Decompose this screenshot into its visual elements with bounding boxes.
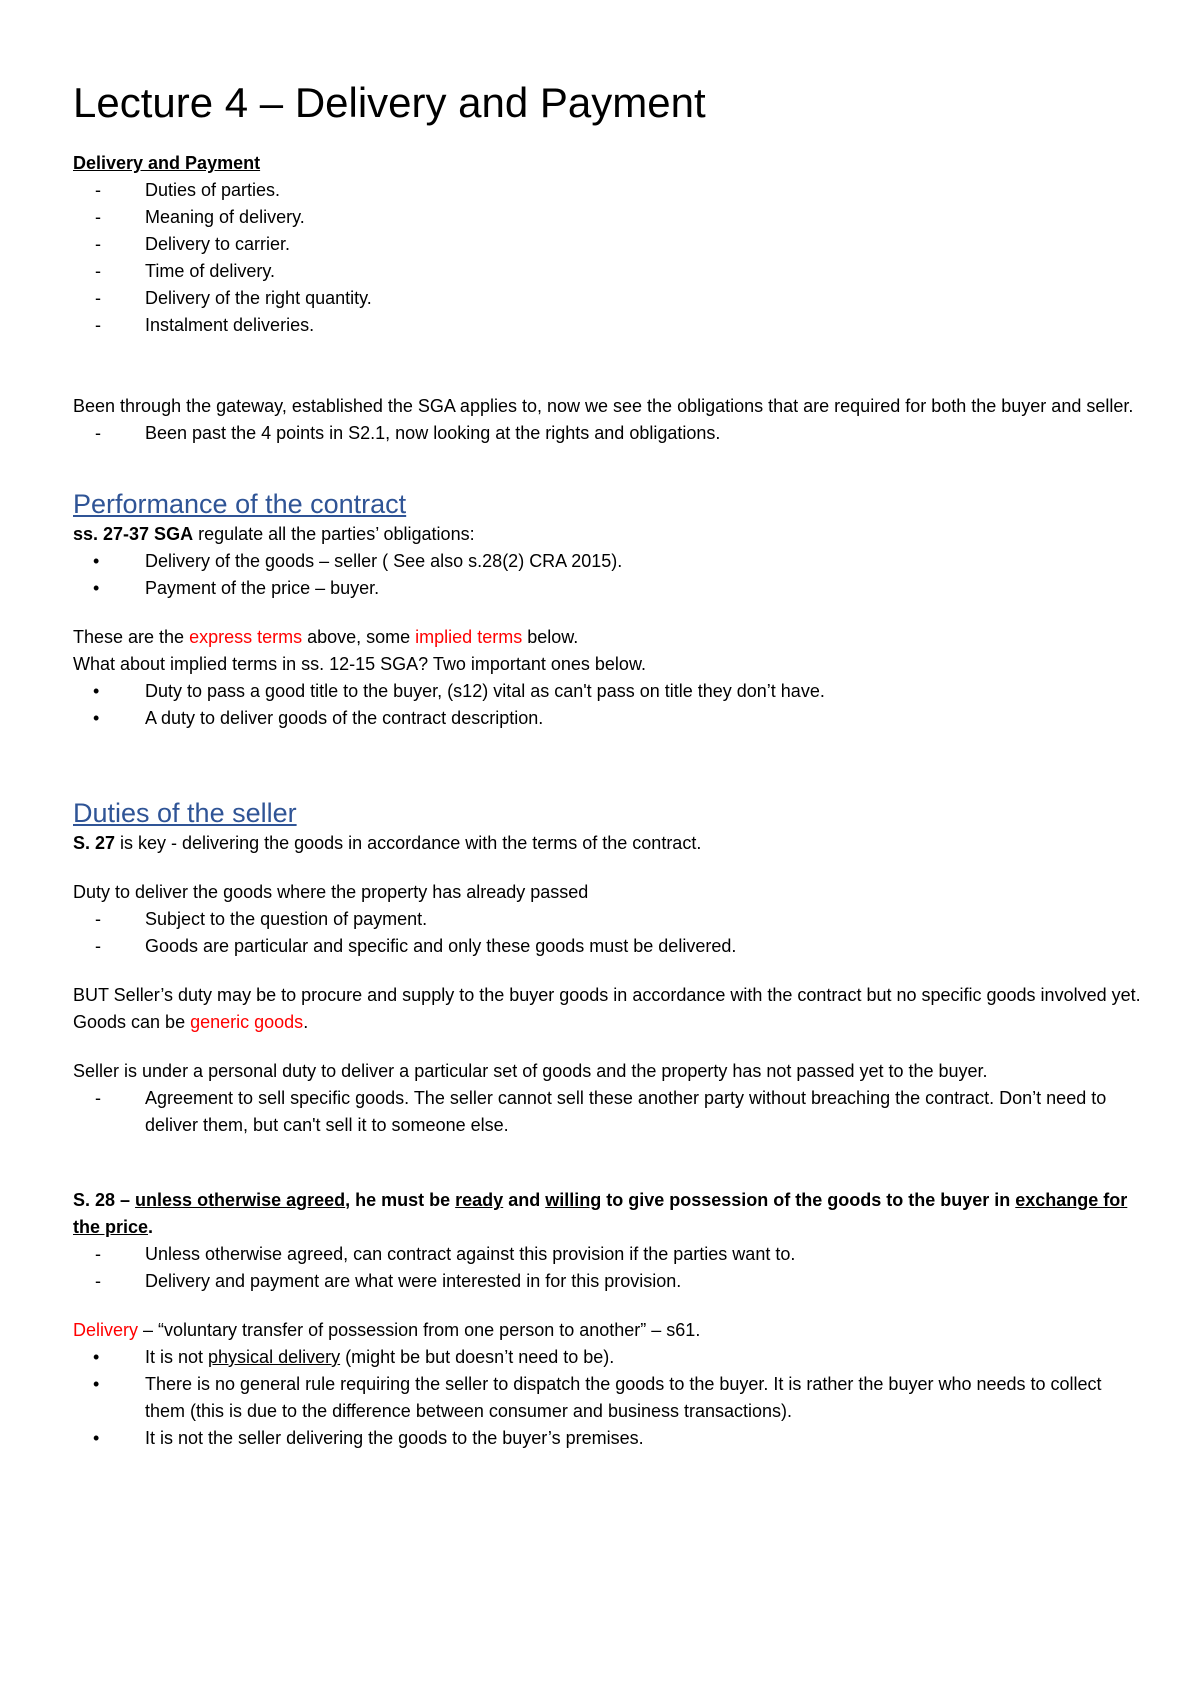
- paragraph-but-seller: BUT Seller’s duty may be to procure and supply to the buyer goods in accordance with the contract but no specific goods involved yet. Goods can be generic goods.: [73, 985, 1141, 1032]
- paragraph-duty-deliver: Duty to deliver the goods where the property has already passed: [73, 882, 589, 902]
- paragraph-s28: S. 28 – unless otherwise agreed, he must be ready and willing to give possession of the goods to the buyer in exchange for the price.: [73, 1190, 1128, 1237]
- section-heading-performance: Performance of the contract: [73, 489, 407, 519]
- bullet-marker: •: [93, 551, 100, 571]
- list-item: - Delivery to carrier.: [73, 231, 1143, 258]
- bullet-marker: •: [93, 1374, 100, 1394]
- paragraph-implied-terms: What about implied terms in ss. 12-15 SGA? Two important ones below.: [73, 654, 646, 674]
- delivery-bullets: [73, 1344, 1143, 1452]
- dash-marker: -: [95, 261, 101, 281]
- dash-marker: -: [95, 1088, 101, 1108]
- list-item: • A duty to deliver goods of the contract description.: [73, 705, 1143, 732]
- list-item: - Delivery of the right quantity.: [73, 285, 1143, 312]
- paragraph-personal-duty: Seller is under a personal duty to deliver a particular set of goods and the property has not passed yet to the buyer.: [73, 1061, 988, 1081]
- bullet-marker: •: [93, 1347, 100, 1367]
- s28-list: [73, 1241, 1143, 1295]
- implied-bullets: [73, 678, 1143, 732]
- dash-marker: -: [95, 288, 101, 308]
- list-item: - Been past the 4 points in S2.1, now looking at the rights and obligations.: [73, 420, 1143, 447]
- paragraph-delivery-definition: Delivery – “voluntary transfer of possession from one person to another” – s61.: [73, 1320, 701, 1340]
- dash-marker: -: [95, 423, 101, 443]
- paragraph-gateway: Been through the gateway, established the SGA applies to, now we see the obligations that are required for both the buyer and seller.: [73, 396, 1134, 416]
- document-content: [73, 76, 1143, 1452]
- bullet-marker: •: [93, 708, 100, 728]
- dash-marker: -: [95, 1244, 101, 1264]
- section-heading-duties-seller: Duties of the seller: [73, 798, 297, 828]
- list-item: - Unless otherwise agreed, can contract against this provision if the parties want to.: [73, 1241, 1143, 1268]
- list-item: - Delivery and payment are what were interested in for this provision.: [73, 1268, 1143, 1295]
- dash-marker: -: [95, 180, 101, 200]
- list-item: • There is no general rule requiring the seller to dispatch the goods to the buyer. It is rather the buyer who needs to collect them (this is due to the difference between consumer and business transactions).: [73, 1371, 1143, 1425]
- bullet-marker: •: [93, 1428, 100, 1448]
- list-item: - Duties of parties.: [73, 177, 1143, 204]
- paragraph-express-implied: These are the express terms above, some implied terms below.: [73, 627, 579, 647]
- personal-list: [73, 1085, 1143, 1139]
- section-heading-delivery-payment: Delivery and Payment: [73, 153, 261, 173]
- performance-bullets: [73, 548, 1143, 602]
- page-title: Lecture 4 – Delivery and Payment: [73, 79, 706, 126]
- list-item: - Agreement to sell specific goods. The seller cannot sell these another party without breaching the contract. Don’t need to deliver them, but can't sell it to someone else.: [73, 1085, 1143, 1139]
- dash-marker: -: [95, 936, 101, 956]
- dash-marker: -: [95, 1271, 101, 1291]
- list-item: • Payment of the price – buyer.: [73, 575, 1143, 602]
- list-item: - Time of delivery.: [73, 258, 1143, 285]
- list-item: • It is not the seller delivering the goods to the buyer’s premises.: [73, 1425, 1143, 1452]
- list-item: - Subject to the question of payment.: [73, 906, 1143, 933]
- dash-marker: -: [95, 315, 101, 335]
- list-item: • Delivery of the goods – seller ( See also s.28(2) CRA 2015).: [73, 548, 1143, 575]
- list-item: - Meaning of delivery.: [73, 204, 1143, 231]
- dash-marker: -: [95, 207, 101, 227]
- dash-marker: -: [95, 909, 101, 929]
- bullet-marker: •: [93, 578, 100, 598]
- dash-marker: -: [95, 234, 101, 254]
- list-item: - Instalment deliveries.: [73, 312, 1143, 339]
- topics-list: [73, 177, 1143, 339]
- duty-list: [73, 906, 1143, 960]
- list-item: - Goods are particular and specific and only these goods must be delivered.: [73, 933, 1143, 960]
- gateway-list: [73, 420, 1143, 447]
- paragraph-s27: S. 27 is key - delivering the goods in accordance with the terms of the contract.: [73, 833, 702, 853]
- paragraph-performance-intro: ss. 27-37 SGA regulate all the parties’ obligations:: [73, 524, 475, 544]
- list-item: • It is not physical delivery (might be but doesn’t need to be).: [73, 1344, 1143, 1371]
- list-item: • Duty to pass a good title to the buyer, (s12) vital as can't pass on title they don’t have.: [73, 678, 1143, 705]
- bullet-marker: •: [93, 681, 100, 701]
